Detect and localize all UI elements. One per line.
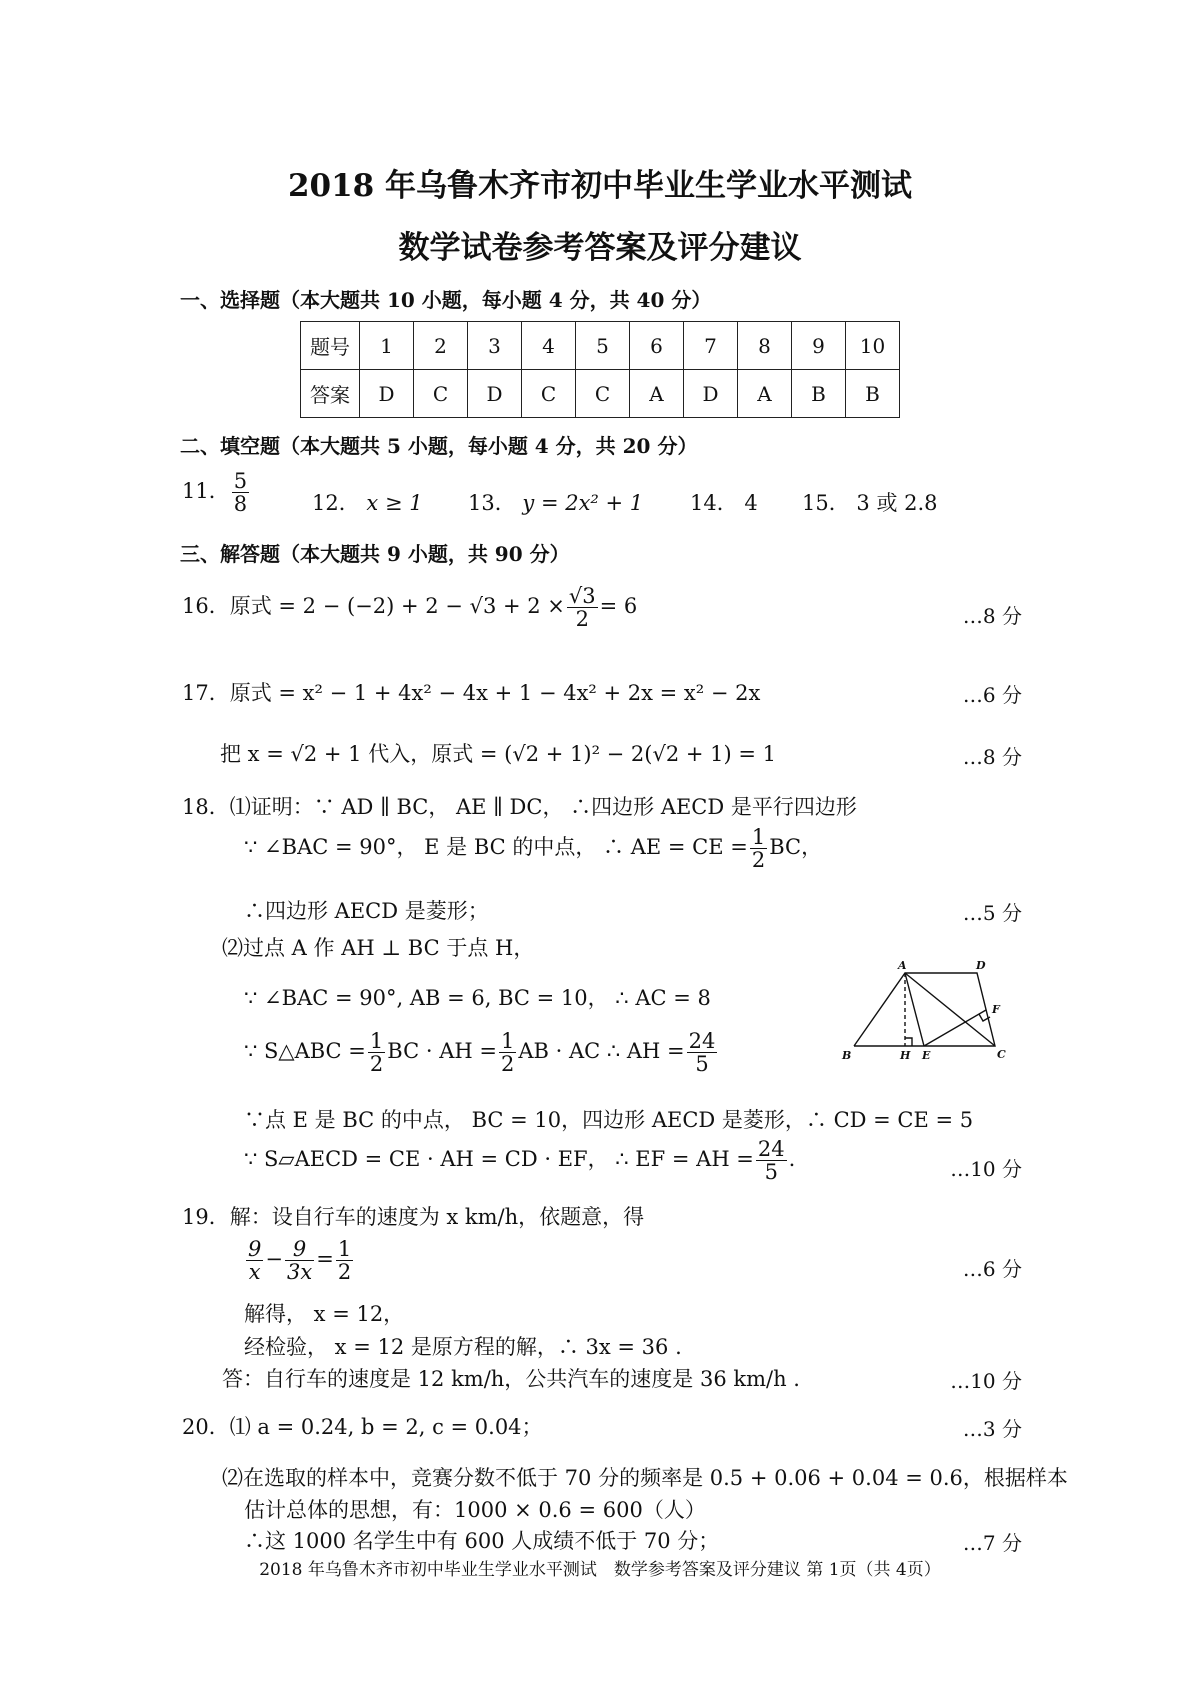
q18-line-7: ∵点 E 是 BC 的中点， BC = 10，四边形 AECD 是菱形，∴ CD = CE = 5 [244, 1108, 974, 1132]
fill-answer-12 [312, 487, 423, 517]
point-label-a: A [898, 959, 907, 972]
question-number: 11． [182, 479, 230, 504]
equation-text: BC， [769, 835, 823, 860]
answer-text: x ≥ 1 [366, 491, 423, 515]
q20-line-1: 20．⑴ a = 0.24, b = 2, c = 0.04； [182, 1415, 543, 1439]
q18-line-4: ⑵过点 A 作 AH ⊥ BC 于点 H， [222, 936, 535, 960]
equation-text: ∵ ∠BAC = 90°， E 是 BC 的中点， ∴ AE = CE = [244, 835, 748, 860]
point-label-b: B [842, 1049, 852, 1062]
equation-text: . [788, 1147, 796, 1172]
equation-text: ∵ S△ABC = [244, 1039, 366, 1064]
fraction-numerator: 1 [751, 825, 766, 849]
q19-line-4: 经检验， x = 12 是原方程的解，∴ 3x = 36 . [244, 1335, 682, 1359]
fraction-denominator: x [248, 1260, 261, 1285]
score-mark: …10 分 [950, 1157, 1022, 1181]
fraction-numerator: 1 [337, 1237, 352, 1261]
operator: − [265, 1247, 283, 1272]
section-3-heading: 三、解答题（本大题共 9 小题，共 90 分） [180, 542, 570, 566]
score-mark: …8 分 [962, 745, 1022, 769]
question-number: 12． [312, 491, 360, 515]
q17-line-2: 把 x = √2 + 1 代入，原式 = (√2 + 1)² − 2(√2 + 1) = 1 [220, 742, 777, 766]
table-cell: D [468, 370, 522, 418]
table-cell: C [522, 370, 576, 418]
section-1-heading: 一、选择题（本大题共 10 小题，每小题 4 分，共 40 分） [180, 288, 712, 312]
fraction-denominator: 5 [695, 1052, 709, 1077]
fraction-denominator: 3x [286, 1260, 313, 1285]
q18-line-3: ∴四边形 AECD 是菱形； [244, 899, 489, 923]
question-number: 15． [802, 491, 850, 515]
answer-text: y = 2x² + 1 [522, 491, 644, 515]
score-mark: …8 分 [962, 604, 1022, 628]
point-label-f: F [992, 1003, 1000, 1016]
table-cell: 8 [738, 322, 792, 370]
table-cell: A [630, 370, 684, 418]
q18-line-2 [244, 826, 822, 871]
table-cell: A [738, 370, 792, 418]
fraction-denominator: 8 [233, 492, 248, 517]
q18-line-8 [244, 1138, 795, 1183]
equation-text: = 6 [599, 594, 638, 619]
score-mark: …6 分 [962, 683, 1022, 707]
operator: = [316, 1247, 334, 1272]
page-footer: 2018 年乌鲁木齐市初中毕业生学业水平测试 数学参考答案及评分建议 第 1页（共 4页） [259, 1560, 941, 1580]
q19-equation [244, 1238, 355, 1283]
point-label-d: D [976, 959, 986, 972]
fraction-numerator: √3 [568, 584, 596, 608]
table-cell: 6 [630, 322, 684, 370]
q18-line-1: 18．⑴证明：∵ AD ∥ BC， AE ∥ DC， ∴四边形 AECD 是平行四边形 [182, 795, 857, 819]
equation-text: 16．原式 = 2 − (−2) + 2 − √3 + 2 × [182, 594, 565, 619]
fraction-numerator: 1 [369, 1029, 384, 1053]
equation-text: BC · AH = [387, 1039, 497, 1064]
answer-text: 3 或 2.8 [856, 491, 938, 515]
fraction-denominator: 2 [575, 607, 589, 632]
table-cell: 3 [468, 322, 522, 370]
table-cell: 4 [522, 322, 576, 370]
point-label-e: E [922, 1049, 931, 1062]
q19-line-5: 答：自行车的速度是 12 km/h，公共汽车的速度是 36 km/h . [222, 1367, 800, 1391]
score-mark: …3 分 [962, 1417, 1022, 1441]
table-row [301, 322, 900, 370]
fraction-denominator: 2 [369, 1052, 384, 1077]
fraction-numerator: 24 [757, 1137, 785, 1161]
answer-text: 4 [744, 491, 758, 515]
table-cell: B [846, 370, 900, 418]
fraction-denominator: 2 [337, 1260, 352, 1285]
q16-solution [182, 585, 637, 630]
table-cell: 1 [360, 322, 414, 370]
table-cell: 题号 [301, 322, 360, 370]
fill-answer-11 [182, 470, 251, 515]
section-2-heading: 二、填空题（本大题共 5 小题，每小题 4 分，共 20 分） [180, 434, 698, 458]
q19-line-1: 19．解：设自行车的速度为 x km/h，依题意，得 [182, 1205, 645, 1229]
page-subtitle: 数学试卷参考答案及评分建议 [398, 230, 802, 266]
fraction-numerator: 9 [285, 1238, 314, 1261]
table-cell: B [792, 370, 846, 418]
q19-line-3: 解得， x = 12， [244, 1302, 405, 1326]
fraction-denominator: 2 [751, 848, 766, 873]
q20-line-3: 估计总体的思想，有：1000 × 0.6 = 600（人） [244, 1498, 706, 1522]
q18-line-6 [244, 1030, 719, 1075]
point-label-c: C [997, 1048, 1006, 1061]
table-cell: D [684, 370, 738, 418]
table-cell: 10 [846, 322, 900, 370]
fill-answer-13 [468, 487, 643, 517]
answer-table [300, 321, 900, 418]
fraction-denominator: 2 [500, 1052, 515, 1077]
table-cell: 答案 [301, 370, 360, 418]
fill-answer-14 [690, 487, 758, 517]
question-number: 14． [690, 491, 738, 515]
score-mark: …5 分 [962, 901, 1022, 925]
fraction-numerator: 24 [688, 1029, 716, 1053]
fraction-denominator: 5 [764, 1160, 778, 1185]
score-mark: …10 分 [950, 1369, 1022, 1393]
table-row [301, 370, 900, 418]
table-cell: D [360, 370, 414, 418]
table-cell: 2 [414, 322, 468, 370]
q17-line-1: 17．原式 = x² − 1 + 4x² − 4x + 1 − 4x² + 2x = x² − 2x [182, 681, 761, 705]
fill-answer-15 [802, 487, 938, 517]
equation-text: ∵ S▱AECD = CE · AH = CD · EF， ∴ EF = AH = [244, 1147, 754, 1172]
q20-line-2: ⑵在选取的样本中，竞赛分数不低于 70 分的频率是 0.5 + 0.06 + 0.04 = 0.6，根据样本 [222, 1466, 1068, 1490]
score-mark: …7 分 [962, 1531, 1022, 1555]
q18-line-5: ∵ ∠BAC = 90°, AB = 6, BC = 10， ∴ AC = 8 [244, 986, 711, 1010]
equation-text: AB · AC ∴ AH = [518, 1039, 685, 1064]
question-number: 13． [468, 491, 516, 515]
table-cell: 5 [576, 322, 630, 370]
fraction-numerator: 1 [500, 1029, 515, 1053]
point-label-h: H [900, 1049, 911, 1062]
table-cell: C [414, 370, 468, 418]
table-cell: 7 [684, 322, 738, 370]
table-cell: C [576, 370, 630, 418]
fraction-numerator: 9 [248, 1237, 262, 1261]
table-cell: 9 [792, 322, 846, 370]
fraction-numerator: 5 [233, 469, 248, 493]
page-title: 2018 年乌鲁木齐市初中毕业生学业水平测试 [287, 168, 913, 204]
q20-line-4: ∴这 1000 名学生中有 600 人成绩不低于 70 分； [244, 1529, 720, 1553]
score-mark: …6 分 [962, 1257, 1022, 1281]
rhombus-geometry-figure [840, 958, 1020, 1063]
